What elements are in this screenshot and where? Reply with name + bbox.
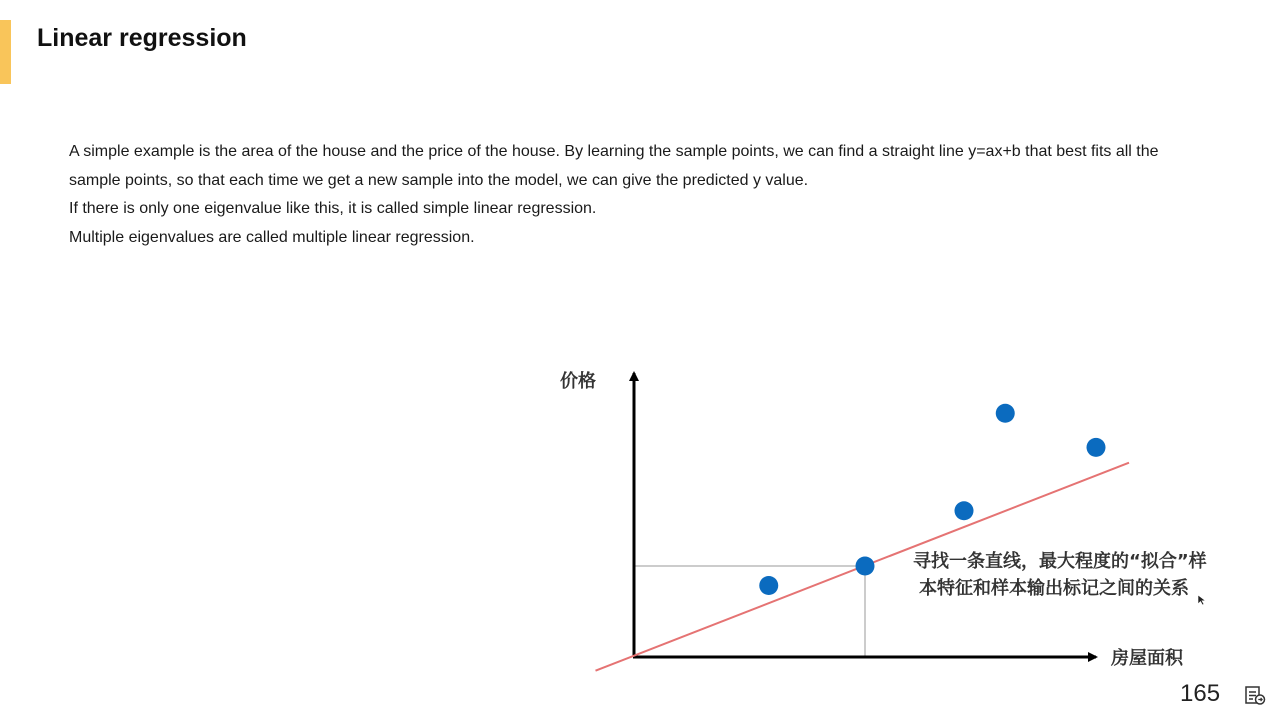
- y-axis-label: 价格: [560, 371, 596, 392]
- x-axis-label: 房屋面积: [1111, 648, 1183, 669]
- title-accent-bar: [0, 20, 11, 84]
- slide-title: Linear regression: [37, 24, 247, 52]
- annotation-line-1: 寻找一条直线，最大程度的“拟合”样: [913, 551, 1207, 572]
- paragraph-3: Multiple eigenvalues are called multiple linear regression.: [69, 228, 475, 246]
- data-point-2: [856, 557, 875, 576]
- notes-icon[interactable]: [1244, 684, 1266, 706]
- page-number: 165: [1180, 680, 1221, 707]
- paragraph-2: If there is only one eigenvalue like this, it is called simple linear regression.: [69, 200, 597, 217]
- body-text: [69, 138, 1209, 252]
- data-point-4: [996, 404, 1015, 423]
- data-point-5: [1087, 438, 1106, 457]
- mouse-pointer-icon: [1197, 594, 1207, 606]
- regression-chart: [540, 355, 1230, 685]
- annotation-line-2: 本特征和样本输出标记之间的关系: [919, 578, 1189, 599]
- paragraph-1: A simple example is the area of the house and the price of the house. By learning the sample points, we can find a straight line y=ax+b that best fits all the sample points, so that each time we get a new sample into the model, we can give the predicted y value.: [69, 143, 1159, 189]
- regression-figure: [540, 355, 1230, 685]
- data-point-1: [759, 576, 778, 595]
- data-point-3: [955, 501, 974, 520]
